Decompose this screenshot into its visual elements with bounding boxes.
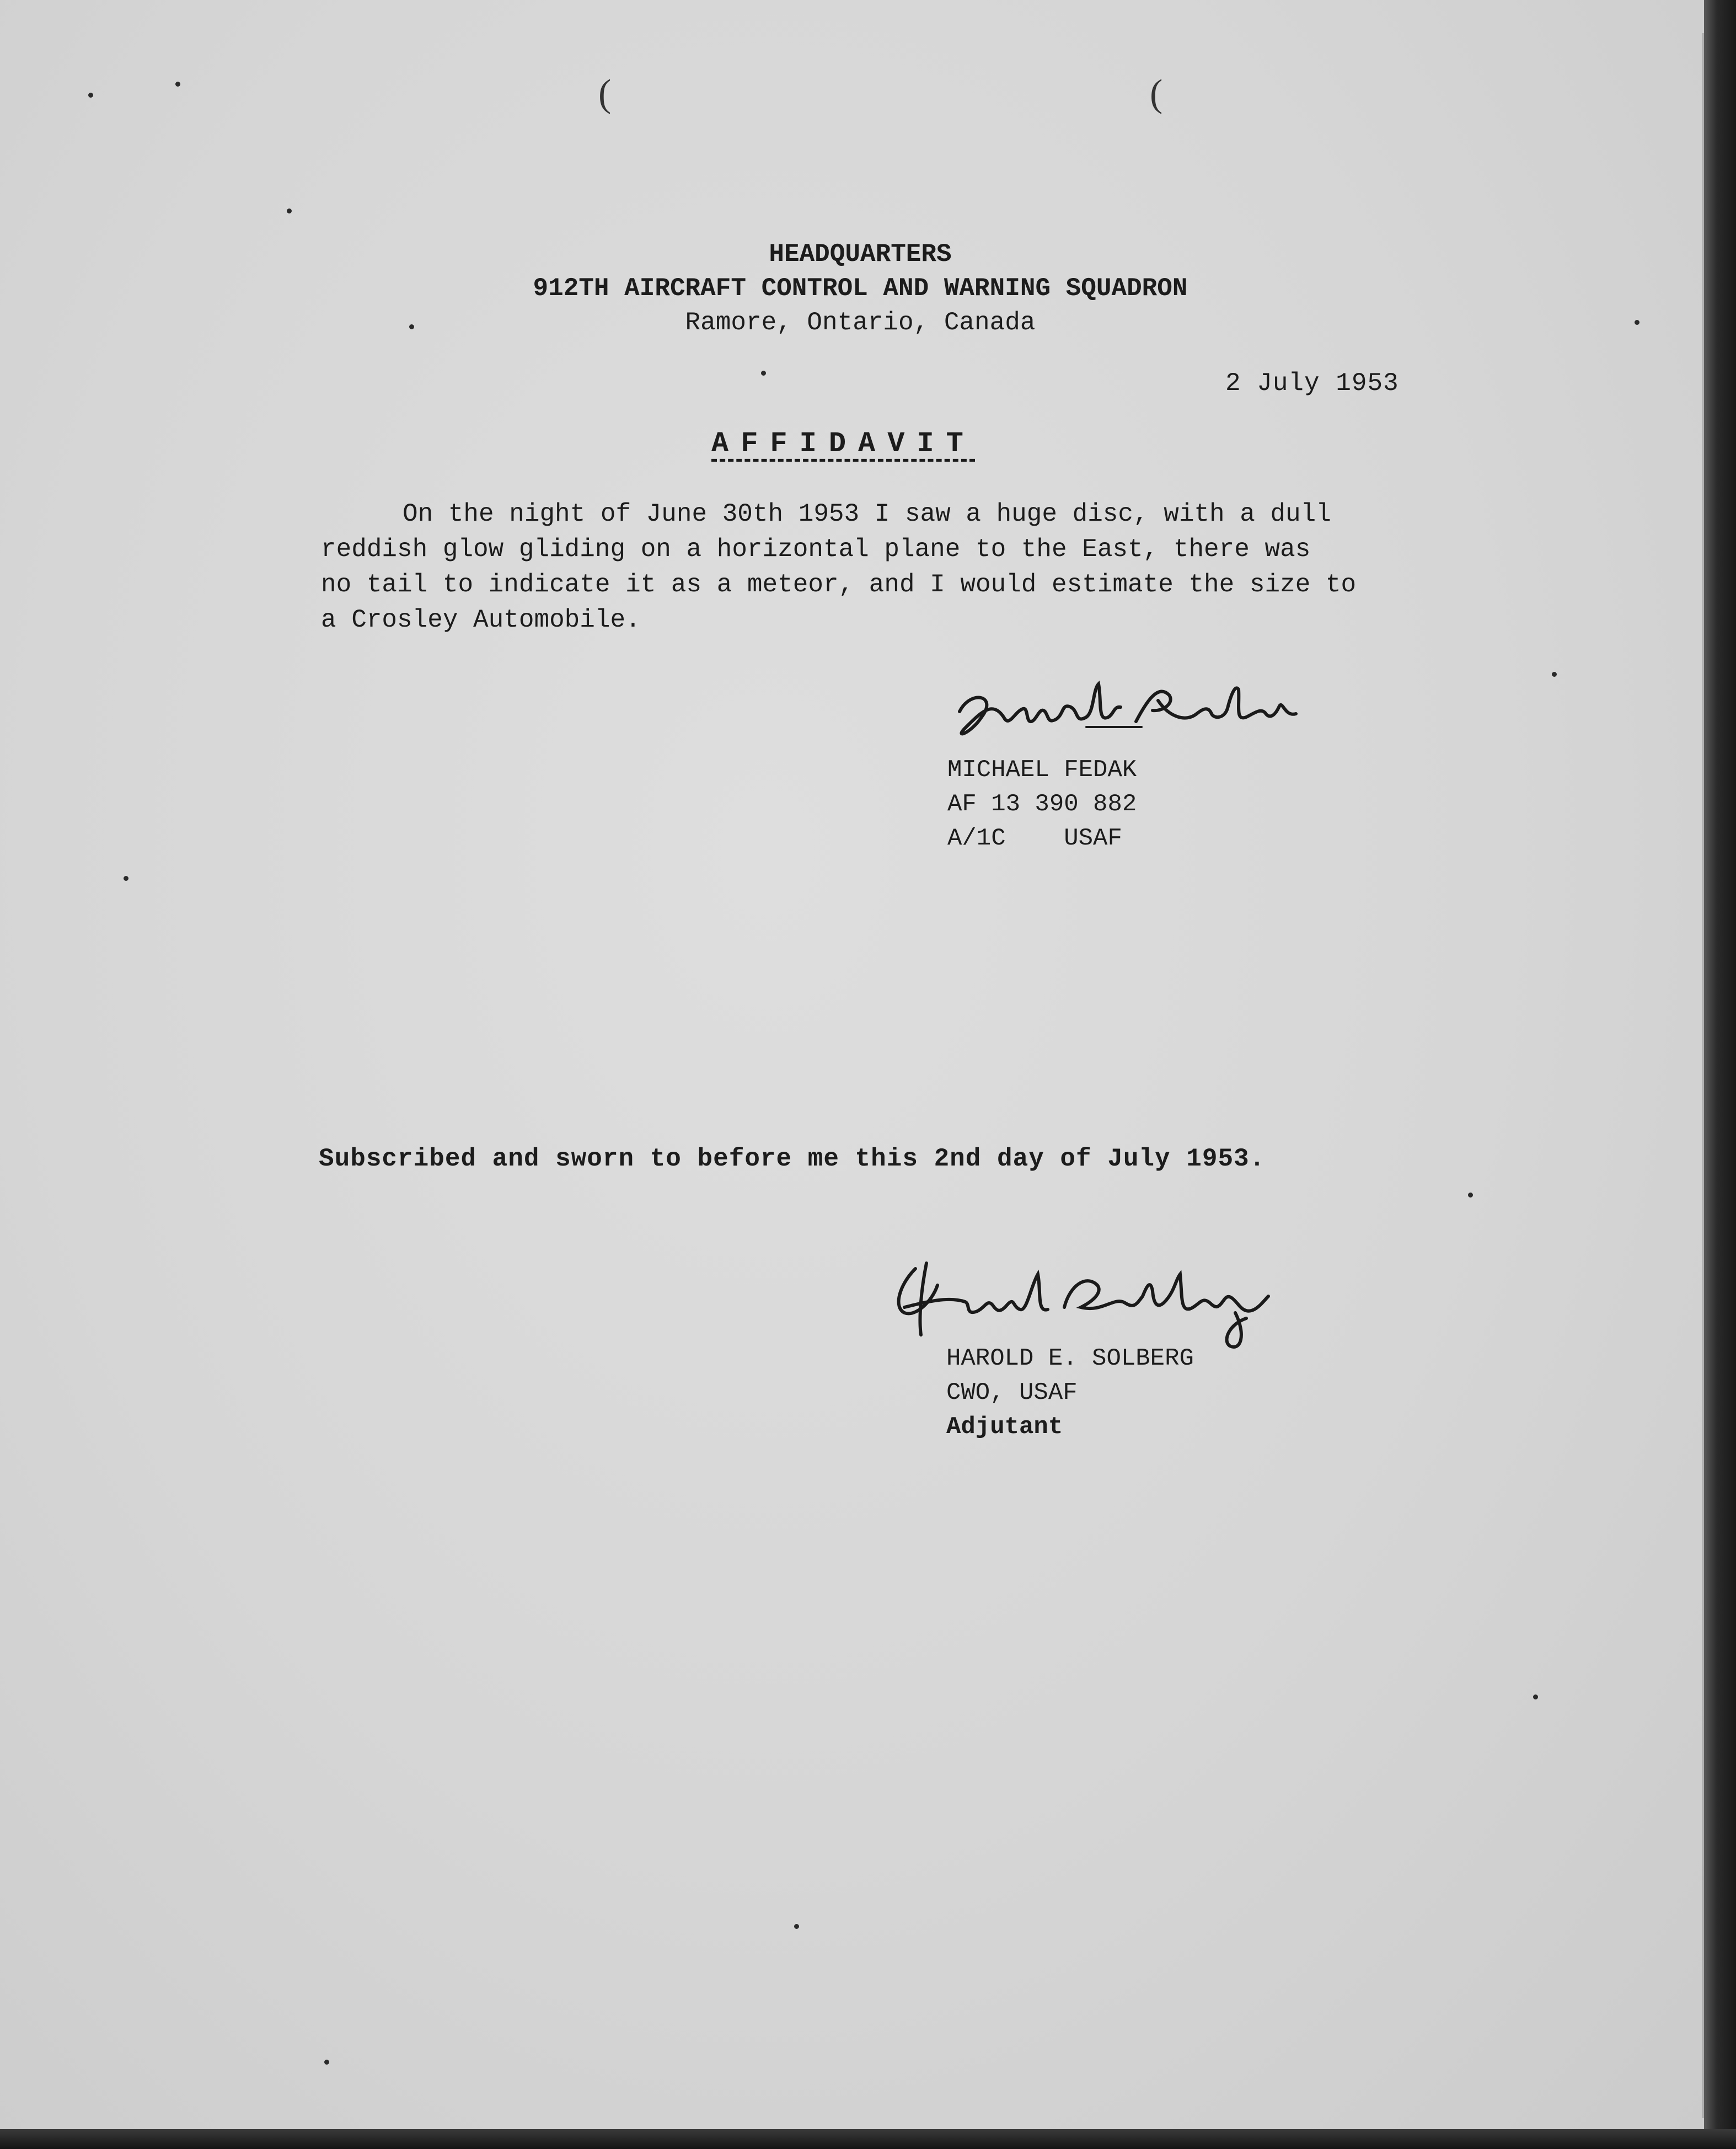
scan-edge-bottom — [0, 2129, 1736, 2149]
speck — [175, 82, 180, 87]
speck — [324, 2060, 329, 2065]
officer-title: Adjutant — [946, 1413, 1063, 1441]
officer-name: HAROLD E. SOLBERG — [946, 1345, 1194, 1372]
witness-serial: AF 13 390 882 — [947, 790, 1137, 818]
margin-mark-right: ( — [1150, 72, 1163, 115]
speck — [761, 371, 766, 376]
subscribed-statement: Subscribed and sworn to before me this 2nd day of July 1953. — [319, 1145, 1266, 1173]
witness-rank-service — [947, 821, 1137, 856]
letterhead-location: Ramore, Ontario, Canada — [685, 308, 1036, 337]
speck — [88, 93, 93, 98]
speck — [1635, 320, 1639, 325]
witness-block — [947, 753, 1137, 856]
witness-name: MICHAEL FEDAK — [947, 756, 1137, 784]
scan-edge-right — [1704, 0, 1736, 2149]
body-line: On the night of June 30th 1953 I saw a huge disc, with a dull — [403, 500, 1331, 528]
body-line: no tail to indicate it as a meteor, and I would estimate the size to — [321, 570, 1357, 599]
speck — [794, 1924, 799, 1929]
officer-block — [946, 1341, 1194, 1444]
speck — [1468, 1193, 1473, 1198]
body-line: reddish glow gliding on a horizontal plane to the East, there was — [321, 535, 1311, 564]
letterhead-unit: 912TH AIRCRAFT CONTROL AND WARNING SQUADRON — [533, 274, 1188, 303]
margin-mark-left: ( — [598, 72, 612, 115]
letterhead-title: HEADQUARTERS — [769, 240, 952, 269]
speck — [1533, 1694, 1538, 1699]
body-line: a Crosley Automobile. — [321, 606, 641, 634]
document-date: 2 July 1953 — [1225, 369, 1399, 398]
witness-signature — [949, 678, 1312, 756]
witness-service: USAF — [1064, 825, 1122, 852]
affidavit-body — [321, 496, 1356, 638]
speck — [1552, 672, 1557, 677]
speck — [287, 209, 292, 213]
letterhead — [474, 237, 1246, 340]
witness-rank: A/1C — [947, 825, 1006, 852]
document-title: AFFIDAVIT — [711, 427, 976, 460]
speck — [124, 876, 128, 881]
officer-rank: CWO, USAF — [946, 1379, 1078, 1407]
speck — [409, 324, 414, 329]
